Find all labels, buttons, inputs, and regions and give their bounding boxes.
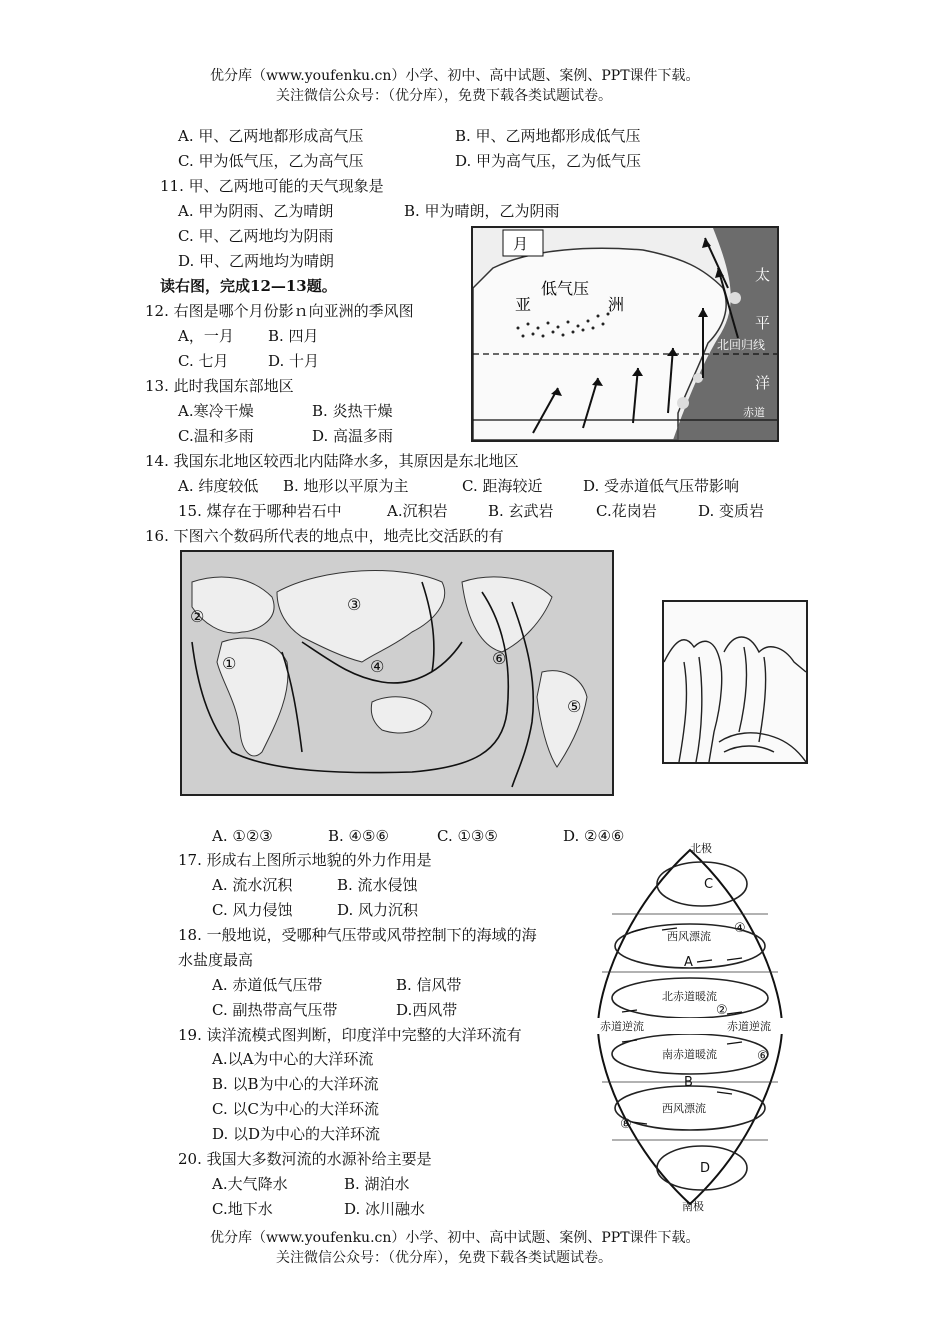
header-line-2: 关注微信公众号：（优分库），免费下载各类试题试卷。: [276, 88, 612, 104]
q13-stem: 13. 此时我国东部地区: [145, 377, 294, 395]
q12-option-d: D. 十月: [268, 352, 320, 370]
monsoon-equator-label: 赤道: [743, 406, 765, 419]
q12-option-b: B. 四月: [268, 327, 319, 345]
q19-option-d: D. 以D为中心的大洋环流: [212, 1125, 381, 1143]
monsoon-low-label: 低气压: [541, 279, 590, 298]
q16-option-b: B. ④⑤⑥: [328, 827, 389, 845]
current-label-d: D: [700, 1161, 711, 1176]
current-south-label: 南极: [682, 1200, 704, 1212]
q20-option-d: D. 冰川融水: [344, 1200, 426, 1218]
current-number-2: ②: [716, 1003, 728, 1018]
current-label-a: A: [684, 955, 693, 970]
current-north-equatorial: 北赤道暖流: [662, 990, 717, 1003]
q13-option-a: A.寒冷干燥: [178, 402, 254, 420]
world-marker-6: ⑥: [492, 649, 507, 668]
q16-stem: 16. 下图六个数码所代表的地点中，地壳比交活跃的有: [145, 527, 504, 545]
q19-option-a: A.以A为中心的大洋环流: [212, 1050, 374, 1068]
monsoon-map-figure: [471, 226, 779, 442]
monsoon-ocean-label-3: 洋: [755, 374, 771, 392]
current-westerly-south: 西风漂流: [662, 1102, 706, 1115]
current-westerly-north: 西风漂流: [667, 930, 711, 943]
q11-option-c: C. 甲、乙两地均为阴雨: [178, 227, 334, 245]
world-plate-map-figure: [180, 550, 614, 796]
q14-option-d: D. 受赤道低气压带影响: [583, 477, 740, 495]
q16-option-c: C. ①③⑤: [437, 827, 498, 845]
q19-option-b: B. 以B为中心的大洋环流: [212, 1075, 379, 1093]
q17-option-b: B. 流水侵蚀: [337, 876, 418, 894]
current-south-equatorial: 南赤道暖流: [662, 1048, 717, 1061]
q17-option-d: D. 风力沉积: [337, 901, 419, 919]
q17-stem: 17. 形成右上图所示地貌的外力作用是: [178, 851, 432, 869]
monsoon-month-label: 月: [513, 235, 529, 253]
world-marker-3: ③: [347, 595, 362, 614]
monsoon-ocean-label-1: 太: [755, 266, 771, 284]
q20-option-b: B. 湖泊水: [344, 1175, 410, 1193]
q12-stem: 12. 右图是哪个月份影ｎ向亚洲的季风图: [145, 302, 414, 320]
world-marker-5: ⑤: [567, 697, 582, 716]
current-number-8: ⑧: [620, 1117, 632, 1132]
current-north-label: 北极: [690, 842, 712, 855]
ocean-current-model-figure: [592, 842, 788, 1212]
q10-option-a: A. 甲、乙两地都形成高气压: [178, 127, 364, 145]
current-equatorial-counter-right: 赤道逆流: [727, 1020, 771, 1033]
q11-option-b: B. 甲为晴朗，乙为阴雨: [404, 202, 560, 220]
q12-option-a: A，一月: [178, 327, 234, 345]
q18-option-a: A. 赤道低气压带: [212, 976, 323, 994]
current-label-b: B: [684, 1075, 693, 1090]
header-line-1: 优分库（www.youfenku.cn）小学、初中、高中试题、案例、PPT课件下载。: [210, 68, 700, 84]
q18-stem-line-2: 水盐度最高: [178, 951, 254, 969]
q11-option-a: A. 甲为阴雨、乙为晴朗: [178, 202, 334, 220]
q10-option-c: C. 甲为低气压，乙为高气压: [178, 152, 364, 170]
q17-option-a: A. 流水沉积: [212, 876, 293, 894]
current-number-4: ④: [734, 921, 746, 936]
monsoon-asia-label-2: 洲: [608, 295, 625, 314]
current-label-c: C: [704, 877, 714, 892]
current-number-6: ⑥: [757, 1049, 769, 1064]
q10-option-d: D. 甲为高气压，乙为低气压: [455, 152, 642, 170]
q10-option-b: B. 甲、乙两地都形成低气压: [455, 127, 641, 145]
q11-stem: 11. 甲、乙两地可能的天气现象是: [160, 177, 384, 195]
q13-option-c: C.温和多雨: [178, 427, 254, 445]
world-marker-1: ①: [222, 654, 237, 673]
world-marker-2: ②: [190, 607, 205, 626]
q15-option-c: C.花岗岩: [596, 502, 657, 520]
instruction-12-13: 读右图，完成12—13题。: [160, 277, 337, 295]
q13-option-b: B. 炎热干燥: [312, 402, 393, 420]
q12-option-c: C. 七月: [178, 352, 229, 370]
monsoon-ocean-label-2: 平: [755, 314, 771, 332]
q15-option-b: B. 玄武岩: [488, 502, 554, 520]
q15-stem: 15. 煤存在于哪种岩石中: [178, 502, 342, 520]
q17-option-c: C. 风力侵蚀: [212, 901, 293, 919]
q19-option-c: C. 以C为中心的大洋环流: [212, 1100, 379, 1118]
q15-option-d: D. 变质岩: [698, 502, 765, 520]
footer-line-1: 优分库（www.youfenku.cn）小学、初中、高中试题、案例、PPT课件下载。: [210, 1230, 700, 1246]
q18-option-c: C. 副热带高气压带: [212, 1001, 338, 1019]
q14-option-c: C. 距海较近: [462, 477, 543, 495]
q14-option-b: B. 地形以平原为主: [283, 477, 409, 495]
landform-sketch-figure: [662, 600, 808, 764]
q15-option-a: A.沉积岩: [387, 502, 448, 520]
q16-option-d: D. ②④⑥: [563, 827, 625, 845]
world-marker-4: ④: [370, 657, 385, 676]
q13-option-d: D. 高温多雨: [312, 427, 394, 445]
q18-option-d: D.西风带: [396, 1001, 458, 1019]
footer-line-2: 关注微信公众号：（优分库），免费下载各类试题试卷。: [276, 1250, 612, 1266]
q14-option-a: A. 纬度较低: [178, 477, 259, 495]
q18-option-b: B. 信风带: [396, 976, 462, 994]
q19-stem: 19. 读洋流模式图判断，印度洋中完整的大洋环流有: [178, 1026, 522, 1044]
q20-stem: 20. 我国大多数河流的水源补给主要是: [178, 1150, 432, 1168]
current-equatorial-counter-left: 赤道逆流: [600, 1020, 644, 1033]
q16-option-a: A. ①②③: [212, 827, 273, 845]
q18-stem-line-1: 18. 一般地说，受哪种气压带或风带控制下的海域的海: [178, 926, 537, 944]
q11-option-d: D. 甲、乙两地均为晴朗: [178, 252, 335, 270]
monsoon-asia-label-1: 亚: [515, 295, 532, 314]
q20-option-a: A.大气降水: [212, 1175, 288, 1193]
q20-option-c: C.地下水: [212, 1200, 273, 1218]
monsoon-tropic-label: 北回归线: [717, 338, 766, 352]
q14-stem: 14. 我国东北地区较西北内陆降水多，其原因是东北地区: [145, 452, 519, 470]
